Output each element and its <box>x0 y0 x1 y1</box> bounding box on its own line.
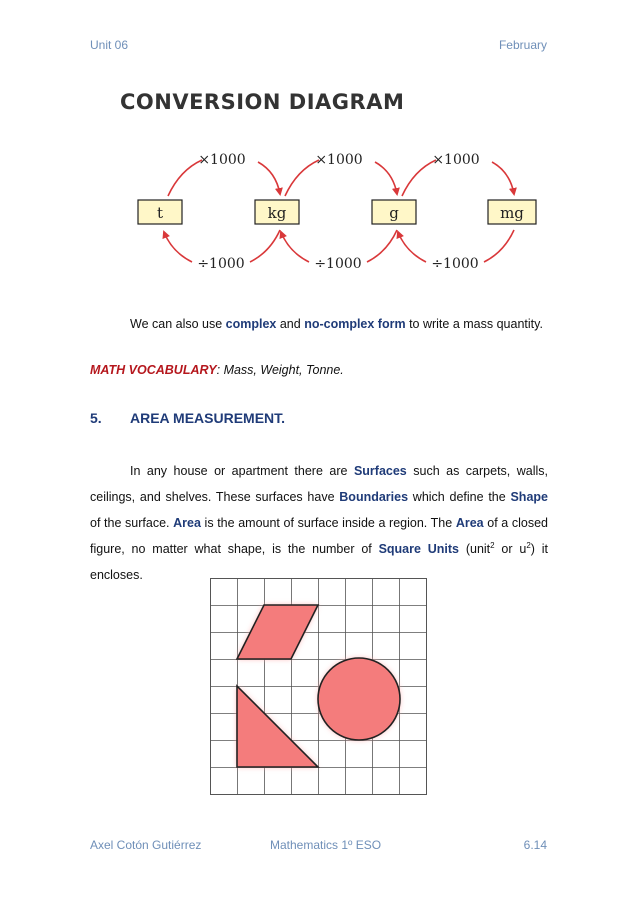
term-shape: Shape <box>510 490 548 504</box>
section-number: 5. <box>90 410 102 426</box>
unit-box-kg <box>255 200 299 224</box>
divide-label-1: ÷1000 <box>197 256 245 272</box>
divide-arrows <box>164 230 514 272</box>
header-unit: Unit 06 <box>90 38 129 52</box>
unit-label-mg: mg <box>500 204 524 222</box>
term-complex: complex <box>225 317 277 331</box>
unit-box-t <box>138 200 182 224</box>
arrow-to-kg <box>281 232 309 262</box>
area-grid-figure <box>210 578 428 796</box>
arrow-to-g <box>398 232 426 262</box>
term-area-2: Area <box>455 516 484 530</box>
diagram-title: CONVERSION DIAGRAM <box>120 90 405 114</box>
arrow-from-mg <box>484 230 514 262</box>
unit-label-t: t <box>156 204 164 222</box>
footer-author: Axel Cotón Gutiérrez <box>90 838 202 852</box>
multiply-label-1: ×1000 <box>198 152 246 168</box>
arrow-down-kg <box>258 162 280 194</box>
arrow-down-g <box>375 162 397 194</box>
arrow-from-g <box>367 230 397 262</box>
term-no-complex-form: no-complex form <box>304 317 406 331</box>
unit-label-g: g <box>389 204 399 222</box>
unit-label-kg: kg <box>267 204 287 222</box>
conversion-diagram <box>120 140 540 280</box>
section-title: AREA MEASUREMENT. <box>130 410 286 426</box>
vocabulary-words: : Mass, Weight, Tonne. <box>216 363 344 377</box>
complex-form-paragraph: We can also use complex and no-complex form to write a mass quantity. <box>130 317 543 331</box>
arrow-up-g <box>402 160 436 196</box>
header-month: February <box>498 38 547 52</box>
arrow-from-kg <box>250 230 280 262</box>
vocabulary-label: MATH VOCABULARY <box>90 363 217 377</box>
term-surfaces: Surfaces <box>353 464 407 478</box>
section-heading <box>90 410 285 426</box>
footer-course: Mathematics 1º ESO <box>270 838 382 852</box>
circle-shape <box>318 658 400 740</box>
math-vocabulary <box>90 358 344 383</box>
arrow-down-mg <box>492 162 514 194</box>
divide-label-2: ÷1000 <box>314 256 362 272</box>
term-boundaries: Boundaries <box>339 490 409 504</box>
arrow-to-t <box>164 232 192 262</box>
arrow-up-kg <box>285 160 319 196</box>
term-area: Area <box>173 516 201 530</box>
footer-page-number: 6.14 <box>523 838 547 852</box>
unit-box-mg <box>488 200 536 224</box>
multiply-label-3: ×1000 <box>432 152 480 168</box>
unit-box-g <box>372 200 416 224</box>
multiply-label-2: ×1000 <box>315 152 363 168</box>
arrow-up-t <box>168 160 202 196</box>
divide-label-3: ÷1000 <box>431 256 479 272</box>
multiply-arrows <box>168 152 514 196</box>
area-paragraph: In any house or apartment there are Surfaces such as carpets, walls, ceilings, and shelves. These surfaces have Boundaries which define the Shape of the surface. Area is the amount of surface inside a region. The Area of a closed figure, no matter what shape, is the number of Square Units (unit$^2$ or $u^2$) it encloses. <box>90 464 549 582</box>
term-square-units: Square Units <box>378 542 460 556</box>
